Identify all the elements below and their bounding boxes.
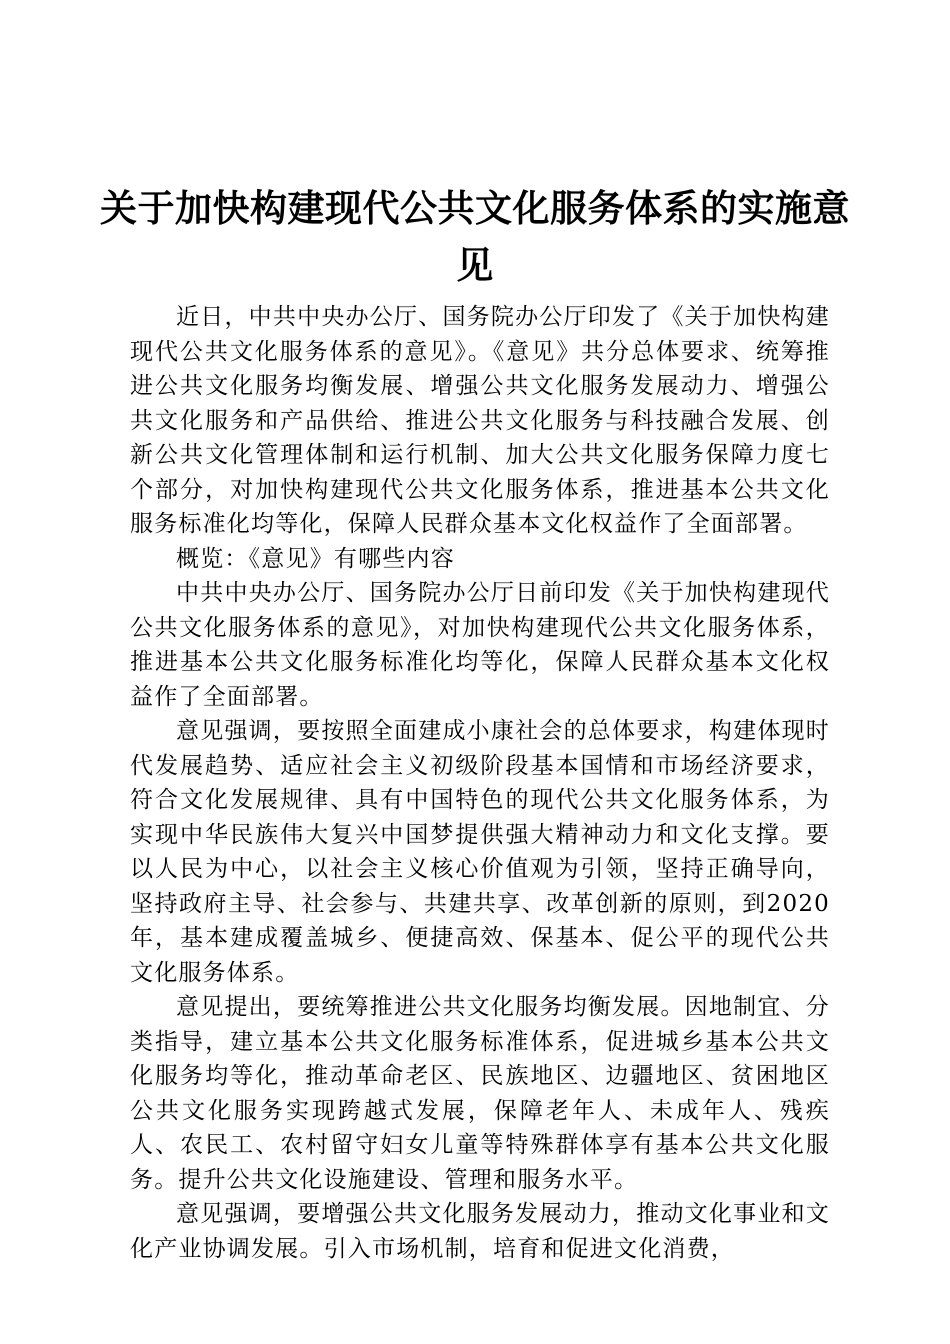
document-body [130, 300, 830, 1266]
paragraph-requirements: 意见强调，要按照全面建成小康社会的总体要求，构建体现时代发展趋势、适应社会主义初级阶段基本国情和市场经济要求，符合文化发展规律、具有中国特色的现代公共文化服务体系，为实现中华民族伟大复兴中国梦提供强大精神动力和文化支撑。要以人民为中心，以社会主义核心价值观为引领，坚持正确导向，坚持政府主导、社会参与、共建共享、改革创新的原则，到2020年，基本建成覆盖城乡、便捷高效、保基本、促公平的现代公共文化服务体系。 [130, 718, 830, 986]
paragraph-intro: 近日，中共中央办公厅、国务院办公厅印发了《关于加快构建现代公共文化服务体系的意见》。《意见》共分总体要求、统筹推进公共文化服务均衡发展、增强公共文化服务发展动力、增强公共文化服务和产品供给、推进公共文化服务与科技融合发展、创新公共文化管理体制和运行机制、加大公共文化服务保障力度七个部分，对加快构建现代公共文化服务体系，推进基本公共文化服务标准化均等化，保障人民群众基本文化权益作了全面部署。 [130, 304, 830, 537]
document-title: 关于加快构建现代公共文化服务体系的实施意见 [100, 187, 850, 287]
paragraph-summary: 中共中央办公厅、国务院办公厅日前印发《关于加快构建现代公共文化服务体系的意见》，对加快构建现代公共文化服务体系，推进基本公共文化服务标准化均等化，保障人民群众基本文化权益作了全面部署。 [130, 580, 830, 710]
paragraph-balanced-development: 意见提出，要统筹推进公共文化服务均衡发展。因地制宜、分类指导，建立基本公共文化服务标准体系，促进城乡基本公共文化服务均等化，推动革命老区、民族地区、边疆地区、贫困地区公共文化服务实现跨越式发展，保障老年人、未成年人、残疾人、农民工、农村留守妇女儿童等特殊群体享有基本公共文化服务。提升公共文化设施建设、管理和服务水平。 [130, 994, 830, 1193]
paragraph-development-momentum: 意见强调，要增强公共文化服务发展动力，推动文化事业和文化产业协调发展。引入市场机制，培育和促进文化消费， [130, 1201, 830, 1262]
section-heading-overview: 概览：《意见》有哪些内容 [176, 545, 455, 572]
